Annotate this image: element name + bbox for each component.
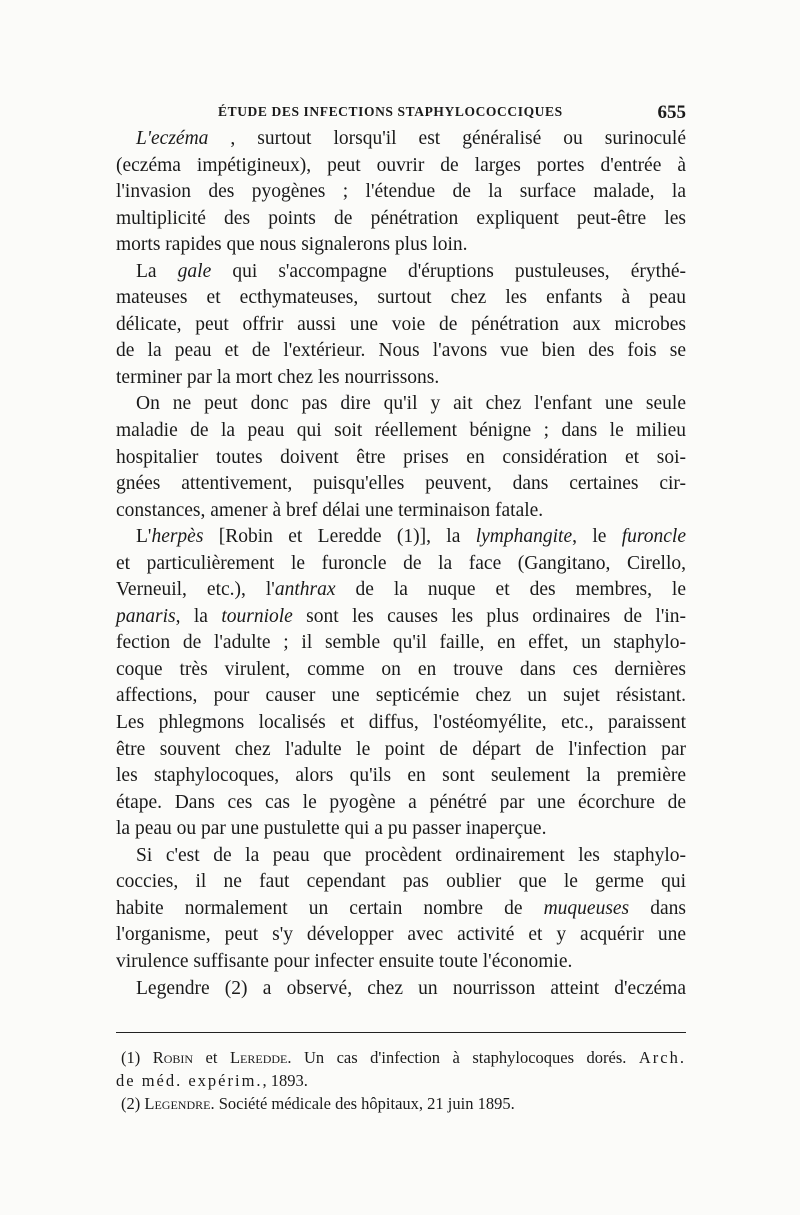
text-line: les staphylocoques, alors qu'ils en sont seulement la première [116,765,686,787]
text-line: coccies, il ne faut cependant pas oublier que le germe qui [116,871,686,893]
text-line: l'organisme, peut s'y développer avec activité et y acquérir une [116,924,686,946]
text-line: fection de l'adulte ; il semble qu'il faille, en effet, un staphylo- [116,632,686,654]
text-line: maladie de la peau qui soit réellement bénigne ; dans le milieu [116,420,686,442]
footnote-divider [116,1032,686,1033]
footnote-1-continued: de méd. expérim., 1893. [116,1071,308,1090]
footnotes [116,1046,686,1115]
text-line: constances, amener à bref délai une terminaison fatale. [116,499,544,521]
text-line: hospitalier toutes doivent être prises en considération et soi- [116,446,686,468]
text-line: multiplicité des points de pénétration expliquent peut-être les [116,207,686,229]
footnote-1: (1) Robin et Leredde. Un cas d'infection à staphylocoques dorés. Arch. [121,1048,686,1067]
text-line: morts rapides que nous signalerons plus loin. [116,234,468,256]
text-line: (eczéma impétigineux), peut ouvrir de larges portes d'entrée à [116,154,686,176]
text-line: mateuses et ecthymateuses, surtout chez les enfants à peau [116,287,686,309]
footnote-2: (2) Legendre. Société médicale des hôpitaux, 21 juin 1895. [121,1094,515,1113]
text-line: terminer par la mort chez les nourrissons. [116,366,440,388]
text-line: de la peau et de l'extérieur. Nous l'avons vue bien des fois se [116,340,686,362]
text-line: habite normalement un certain nombre de muqueuses dans [116,897,686,919]
text-line: On ne peut donc pas dire qu'il y ait chez l'enfant une seule [136,393,686,415]
body-text [116,126,686,1002]
text-line: Si c'est de la peau que procèdent ordinairement les staphylo- [136,844,686,866]
text-line: coque très virulent, comme on en trouve dans ces dernières [116,658,686,680]
text-line: délicate, peut offrir aussi une voie de pénétration aux microbes [116,313,686,335]
text-line: virulence suffisante pour infecter ensuite toute l'économie. [116,950,573,972]
text-line: L'herpès [Robin et Leredde (1)], la lymphangite, le furoncle [136,526,686,548]
text-line: L'eczéma , surtout lorsqu'il est généralisé ou surinoculé [136,128,686,149]
running-title: ÉTUDE DES INFECTIONS STAPHYLOCOCCIQUES [218,104,563,119]
text-line: affections, pour causer une septicémie chez un sujet résistant. [116,685,686,707]
page-number: 655 [657,102,686,123]
text-line: Legendre (2) a observé, chez un nourrisson atteint d'eczéma [136,977,686,999]
text-line: et particulièrement le furoncle de la face (Gangitano, Cirello, [116,552,686,574]
text-line: La gale qui s'accompagne d'éruptions pustuleuses, érythé- [136,260,686,282]
text-line: Verneuil, etc.), l'anthrax de la nuque et des membres, le [116,579,686,601]
text-line: panaris, la tourniole sont les causes les plus ordinaires de l'in- [116,605,686,627]
text-line: la peau ou par une pustulette qui a pu passer inaperçue. [116,818,547,840]
text-line: être souvent chez l'adulte le point de départ de l'infection par [116,738,686,760]
text-line: Les phlegmons localisés et diffus, l'ostéomyélite, etc., paraissent [116,712,686,734]
text-line: gnées attentivement, puisqu'elles peuvent, dans certaines cir- [116,473,686,495]
running-header [116,102,686,124]
text-line: l'invasion des pyogènes ; l'étendue de la surface malade, la [116,181,686,203]
text-line: étape. Dans ces cas le pyogène a pénétré par une écorchure de [116,791,686,813]
